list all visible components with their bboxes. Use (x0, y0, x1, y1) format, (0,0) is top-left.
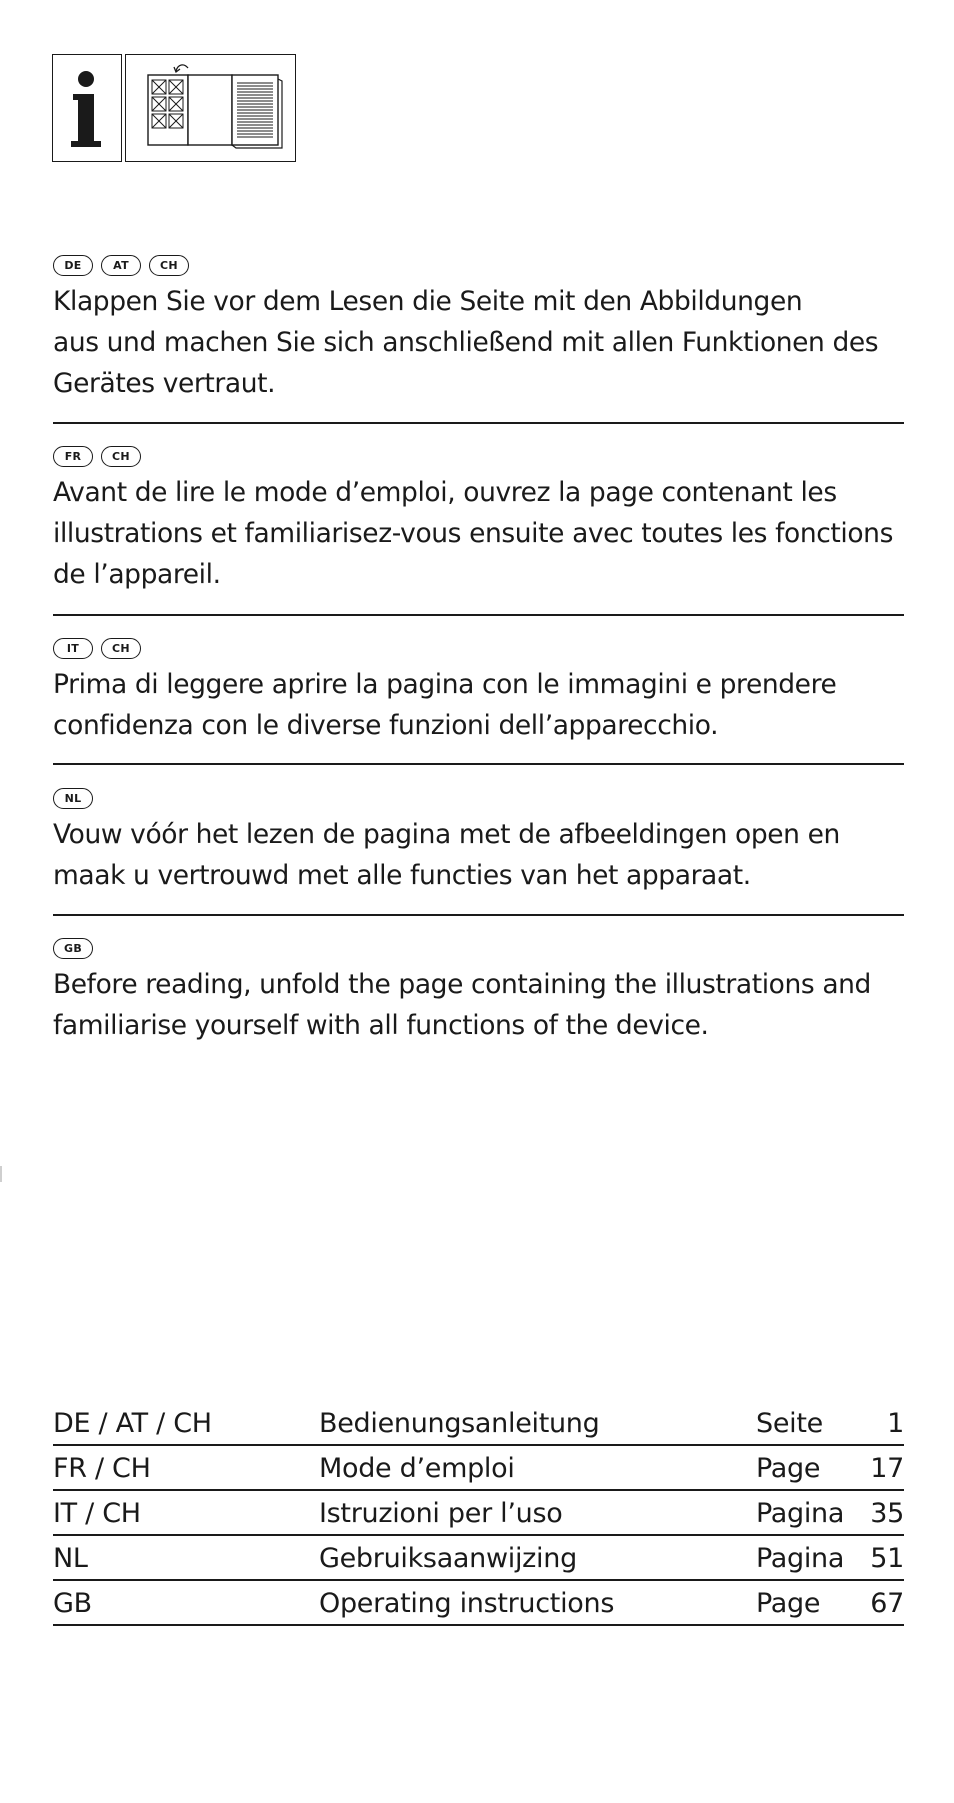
toc-language: FR / CH (53, 1453, 151, 1484)
toc-language: NL (53, 1543, 88, 1574)
country-badges (53, 786, 904, 810)
country-badges (53, 936, 904, 960)
toc-title: Istruzioni per l’uso (319, 1498, 563, 1529)
country-badges (53, 444, 904, 468)
section-text: Vouw vóór het lezen de pagina met de afbeeldingen open en maak u vertrouwd met alle functies van het apparaat. (53, 819, 840, 891)
toc-row[interactable] (53, 1491, 904, 1536)
country-badge: FR (53, 446, 93, 467)
toc-page-number: 51 (870, 1543, 904, 1574)
country-badges (53, 253, 904, 277)
toc-title: Gebruiksaanwijzing (319, 1543, 577, 1574)
country-badge: CH (101, 446, 141, 467)
header-icons (52, 54, 296, 162)
margin-mark (0, 1166, 2, 1182)
toc-language: GB (53, 1588, 92, 1619)
section-text: Prima di leggere aprire la pagina con le immagini e prendere confidenza con le diverse funzioni dell’apparecchio. (53, 669, 837, 741)
toc-page-word: Page (756, 1453, 821, 1484)
toc-title: Operating instructions (319, 1588, 615, 1619)
country-badge: CH (149, 255, 189, 276)
country-badge: GB (53, 938, 93, 959)
toc-title: Bedienungsanleitung (319, 1408, 600, 1439)
divider (53, 422, 904, 424)
divider (53, 614, 904, 616)
table-of-contents (53, 1401, 904, 1626)
divider (53, 763, 904, 765)
country-badge: NL (53, 788, 93, 809)
toc-page-word: Seite (756, 1408, 823, 1439)
toc-row[interactable] (53, 1536, 904, 1581)
toc-language: IT / CH (53, 1498, 141, 1529)
section-de (53, 253, 904, 404)
country-badge: AT (101, 255, 141, 276)
toc-page-number: 35 (870, 1498, 904, 1529)
country-badges (53, 636, 904, 660)
section-text: Klappen Sie vor dem Lesen die Seite mit den Abbildungen aus und machen Sie sich anschließend mit allen Funktionen des Gerätes vertraut. (53, 286, 879, 399)
toc-row[interactable] (53, 1581, 904, 1626)
toc-page-number: 17 (870, 1453, 904, 1484)
toc-title: Mode d’emploi (319, 1453, 515, 1484)
toc-row[interactable] (53, 1446, 904, 1491)
toc-page-word: Pagina (756, 1498, 845, 1529)
toc-page-number: 67 (870, 1588, 904, 1619)
section-gb (53, 936, 904, 1046)
country-badge: IT (53, 638, 93, 659)
toc-page-word: Page (756, 1588, 821, 1619)
country-badge: DE (53, 255, 93, 276)
info-icon (52, 54, 122, 162)
divider (53, 914, 904, 916)
toc-page-word: Pagina (756, 1543, 845, 1574)
section-nl (53, 786, 904, 896)
fold-out-book-icon (125, 54, 296, 162)
toc-row[interactable] (53, 1401, 904, 1446)
section-text: Before reading, unfold the page containing the illustrations and familiarise yourself with all functions of the device. (53, 969, 871, 1041)
toc-language: DE / AT / CH (53, 1408, 212, 1439)
country-badge: CH (101, 638, 141, 659)
section-it (53, 636, 904, 746)
toc-page-number: 1 (887, 1408, 904, 1439)
section-fr (53, 444, 904, 595)
section-text: Avant de lire le mode d’emploi, ouvrez la page contenant les illustrations et familiarisez-vous ensuite avec toutes les fonctions de l’appareil. (53, 477, 893, 590)
